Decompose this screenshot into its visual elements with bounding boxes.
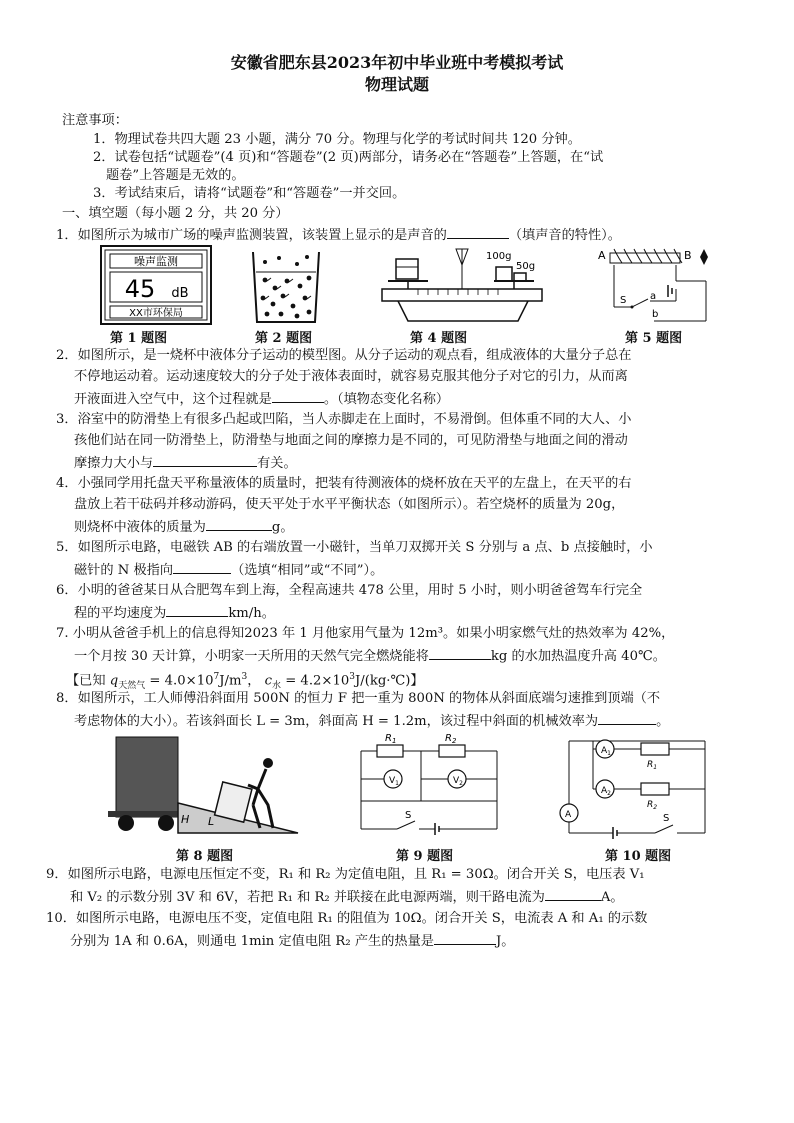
q6-tail: km/h。 — [228, 606, 275, 621]
fig9-r1-label: $R_1$ — [385, 733, 397, 745]
fig9-r1 — [377, 745, 403, 757]
q7-q-exponent: 7 — [213, 672, 220, 682]
q2-line-2: 不停地运动着。运动速度较大的分子处于液体表面时，就容易克服其他分子对它的引力，从而离 — [74, 369, 628, 384]
q6-line-1: 6．小明的爸爸某日从合肥驾车到上海，全程高速共 478 公里，用时 5 小时，则小明爸爸驾车行完全 — [56, 583, 643, 598]
fig10-a1-label: $A_1$ — [601, 746, 611, 757]
fig10-a2-label: $A_2$ — [601, 786, 611, 797]
q7-c-exponent: 3 — [349, 672, 355, 682]
fig5-switch-label: S — [620, 295, 627, 306]
fig1-unit: dB — [171, 286, 189, 301]
fig9-v2-label: $V_2$ — [453, 776, 463, 787]
q6-answer-blank — [166, 603, 228, 617]
q1-text: 1．如图所示为城市广场的噪声监测装置，该装置上显示的是声音的 — [56, 228, 447, 243]
q2-tail: 。（填物态变化名称） — [323, 392, 450, 407]
q8-tail: 。 — [656, 714, 670, 729]
fig10-r2 — [641, 783, 669, 795]
fig10-switch-label: S — [663, 813, 670, 824]
q7-line-2-head: 一个月按 30 天计算，小明家一天所用的天然气完全燃烧能将 — [74, 649, 429, 664]
q7-answer-blank — [429, 646, 491, 660]
fig9-switch-label: S — [405, 810, 412, 821]
q4-answer-blank — [206, 517, 272, 531]
q7-q-subscript: 天然气 — [118, 681, 146, 692]
fig4-mass1: 100g — [486, 251, 512, 262]
q10-answer-blank — [434, 931, 496, 945]
q7-c-symbol: c — [264, 673, 272, 689]
fig8-incline-worker — [108, 733, 308, 841]
q1-answer-blank — [447, 225, 509, 239]
question-7 — [74, 646, 666, 666]
fig5-caption: 第 5 题图 — [625, 331, 683, 346]
fig1-panel-title: 噪声监测 — [134, 255, 178, 268]
note-item-2: 2．试卷包括“试题卷”(4 页)和“答题卷”(2 页)两部分，请务必在“答题卷”上答题，在“试 — [93, 150, 604, 165]
section-heading: 一、填空题（每小题 2 分，共 20 分） — [62, 206, 289, 221]
question-4 — [74, 517, 294, 537]
fig4-mass2: 50g — [516, 261, 536, 272]
question-5 — [74, 560, 383, 580]
q7-known-head: 【已知 — [66, 673, 106, 689]
fig10-r1 — [641, 743, 669, 755]
q4-line-1: 4．小强同学用托盘天平称量液体的质量时，把装有待测液体的烧杯放在天平的左盘上，在天平的右 — [56, 476, 632, 491]
q4-tail: g。 — [271, 520, 294, 535]
fig5-contact-b: b — [652, 309, 659, 320]
q5-tail: （选填“相同”或“不同”）。 — [231, 563, 384, 578]
q7-q-value: = 4.0×10 — [145, 673, 214, 689]
question-1 — [56, 225, 621, 245]
q10-line-1: 10．如图所示电路，电源电压不变，定值电阻 R₁ 的阻值为 10Ω。闭合开关 S，电流表 A 和 A₁ 的示数 — [46, 911, 648, 926]
fig10-r1-label: $R_1$ — [647, 760, 658, 771]
fig1-org: XX市环保局 — [129, 308, 183, 319]
q9-line-2-tail: A。 — [600, 890, 624, 905]
question-10 — [70, 931, 514, 951]
fig9-series-circuit — [357, 729, 503, 839]
question-8 — [74, 711, 669, 731]
fig2-caption: 第 2 题图 — [255, 331, 313, 346]
fig5-electromagnet-circuit — [596, 247, 726, 325]
q7-known-values: 【已知 $q_{天然气} = 4.0\times 10^7J/m^3$， $c_水$ = $4.2\times 10^3J/(kg\cdot℃)$】 — [66, 672, 424, 692]
fig1-caption: 第 1 题图 — [110, 331, 168, 346]
q7-line-1: 7. 小明从爸爸手机上的信息得知2023 年 1 月他家用气量为 12m³。如果小明家燃气灶的热效率为 42%， — [56, 626, 675, 641]
q9-line-2-head: 和 V₂ 的示数分别 3V 和 6V，若把 R₁ 和 R₂ 并联接在此电源两端，则干路电流为 — [70, 890, 545, 905]
q3-answer-blank — [153, 453, 257, 467]
q4-line-2: 盘放上若干砝码并移动游码，使天平处于水平平衡状态（如图所示）。若空烧杯的质量为 20g， — [74, 497, 625, 512]
fig4-caption: 第 4 题图 — [410, 331, 468, 346]
note-item-2-cont: 题卷”上答题是无效的。 — [106, 168, 245, 183]
q1-tail: （填声音的特性）。 — [508, 228, 621, 243]
q4-line-3: 则烧杯中液体的质量为 — [74, 520, 206, 535]
fig9-r2-label: $R_2$ — [445, 733, 457, 745]
q3-tail: 有关。 — [257, 456, 297, 471]
q7-q-unit: J/m — [219, 673, 242, 689]
fig8-label-h: H — [181, 813, 190, 826]
fig1-noise-monitor — [100, 245, 212, 325]
q2-line-3: 开液面进入空气中，这个过程就是 — [74, 392, 272, 407]
q5-answer-blank — [173, 560, 231, 574]
q7-q-symbol: q — [109, 673, 119, 689]
note-item-3: 3．考试结束后，请将“试题卷”和“答题卷”一并交回。 — [93, 186, 406, 201]
q3-line-1: 3．浴室中的防滑垫上有很多凸起或凹陷，当人赤脚走在上面时，不易滑倒。但体重不同的大人、小 — [56, 412, 632, 427]
fig10-parallel-circuit — [555, 737, 715, 841]
question-3 — [74, 453, 297, 473]
fig10-caption: 第 10 题图 — [605, 849, 672, 864]
q7-line-2-tail: kg 的水加热温度升高 40℃。 — [490, 649, 666, 664]
q8-answer-blank — [598, 711, 656, 725]
fig9-v1-label: $V_1$ — [389, 776, 399, 787]
q8-line-1: 8．如图所示，工人师傅沿斜面用 500N 的恒力 F 把一重为 800N 的物体从斜面底端匀速推到顶端（不 — [56, 691, 661, 706]
fig1-value: 45 — [124, 275, 156, 303]
question-2 — [74, 389, 449, 409]
q3-line-3: 摩擦力大小与 — [74, 456, 154, 471]
notes-heading: 注意事项： — [62, 113, 128, 128]
q7-c-value: = 4.2×10 — [281, 673, 350, 689]
exam-subtitle: 物理试题 — [364, 75, 429, 94]
q9-line-1: 9．如图所示电路，电源电压恒定不变，R₁ 和 R₂ 为定值电阻，且 R₁ = 30Ω。闭合开关 S，电压表 V₁ — [46, 867, 645, 882]
q7-c-subscript: 水 — [271, 681, 281, 692]
fig10-r2-label: $R_2$ — [647, 800, 658, 811]
fig9-r2 — [439, 745, 465, 757]
q8-line-2: 考虑物体的大小）。若该斜面长 L = 3m，斜面高 H = 1.2m，该过程中斜面的机械效率为 — [74, 714, 599, 729]
q7-q-unit-exponent: 3 — [241, 672, 248, 682]
q2-answer-blank — [272, 389, 324, 403]
fig10-a-label: A — [565, 810, 572, 820]
fig5-end-b: B — [684, 249, 692, 262]
q10-line-2-head: 分别为 1A 和 0.6A，则通电 1min 定值电阻 R₂ 产生的热量是 — [70, 934, 434, 949]
question-6 — [74, 603, 275, 623]
q9-answer-blank — [545, 887, 601, 901]
fig2-beaker-molecules — [245, 248, 327, 326]
q2-line-1: 2．如图所示，是一烧杯中液体分子运动的模型图。从分子运动的观点看，组成液体的大量分子总在 — [56, 348, 632, 363]
question-9 — [70, 887, 624, 907]
fig8-caption: 第 8 题图 — [176, 849, 234, 864]
q3-line-2: 孩他们站在同一防滑垫上，防滑垫与地面之间的摩擦力是不同的，可见防滑垫与地面之间的滑动 — [74, 433, 628, 448]
exam-title: 安徽省肥东县2023年初中毕业班中考模拟考试 — [230, 53, 564, 72]
q5-line-1: 5．如图所示电路，电磁铁 AB 的右端放置一小磁针，当单刀双掷开关 S 分别与 a 点、b 点接触时，小 — [56, 540, 653, 555]
q5-line-2: 磁针的 N 极指向 — [74, 563, 174, 578]
fig5-contact-a: a — [650, 291, 657, 302]
fig8-label-l: L — [208, 815, 215, 828]
fig4-balance — [378, 245, 546, 325]
q7-c-unit: J/(kg·℃)】 — [354, 673, 424, 689]
q6-line-2: 程的平均速度为 — [74, 606, 167, 621]
q10-line-2-tail: J。 — [495, 934, 515, 949]
fig5-end-a: A — [598, 249, 606, 262]
fig9-caption: 第 9 题图 — [396, 849, 454, 864]
note-item-1: 1．物理试卷共四大题 23 小题，满分 70 分。物理与化学的考试时间共 120 分钟。 — [93, 132, 581, 147]
